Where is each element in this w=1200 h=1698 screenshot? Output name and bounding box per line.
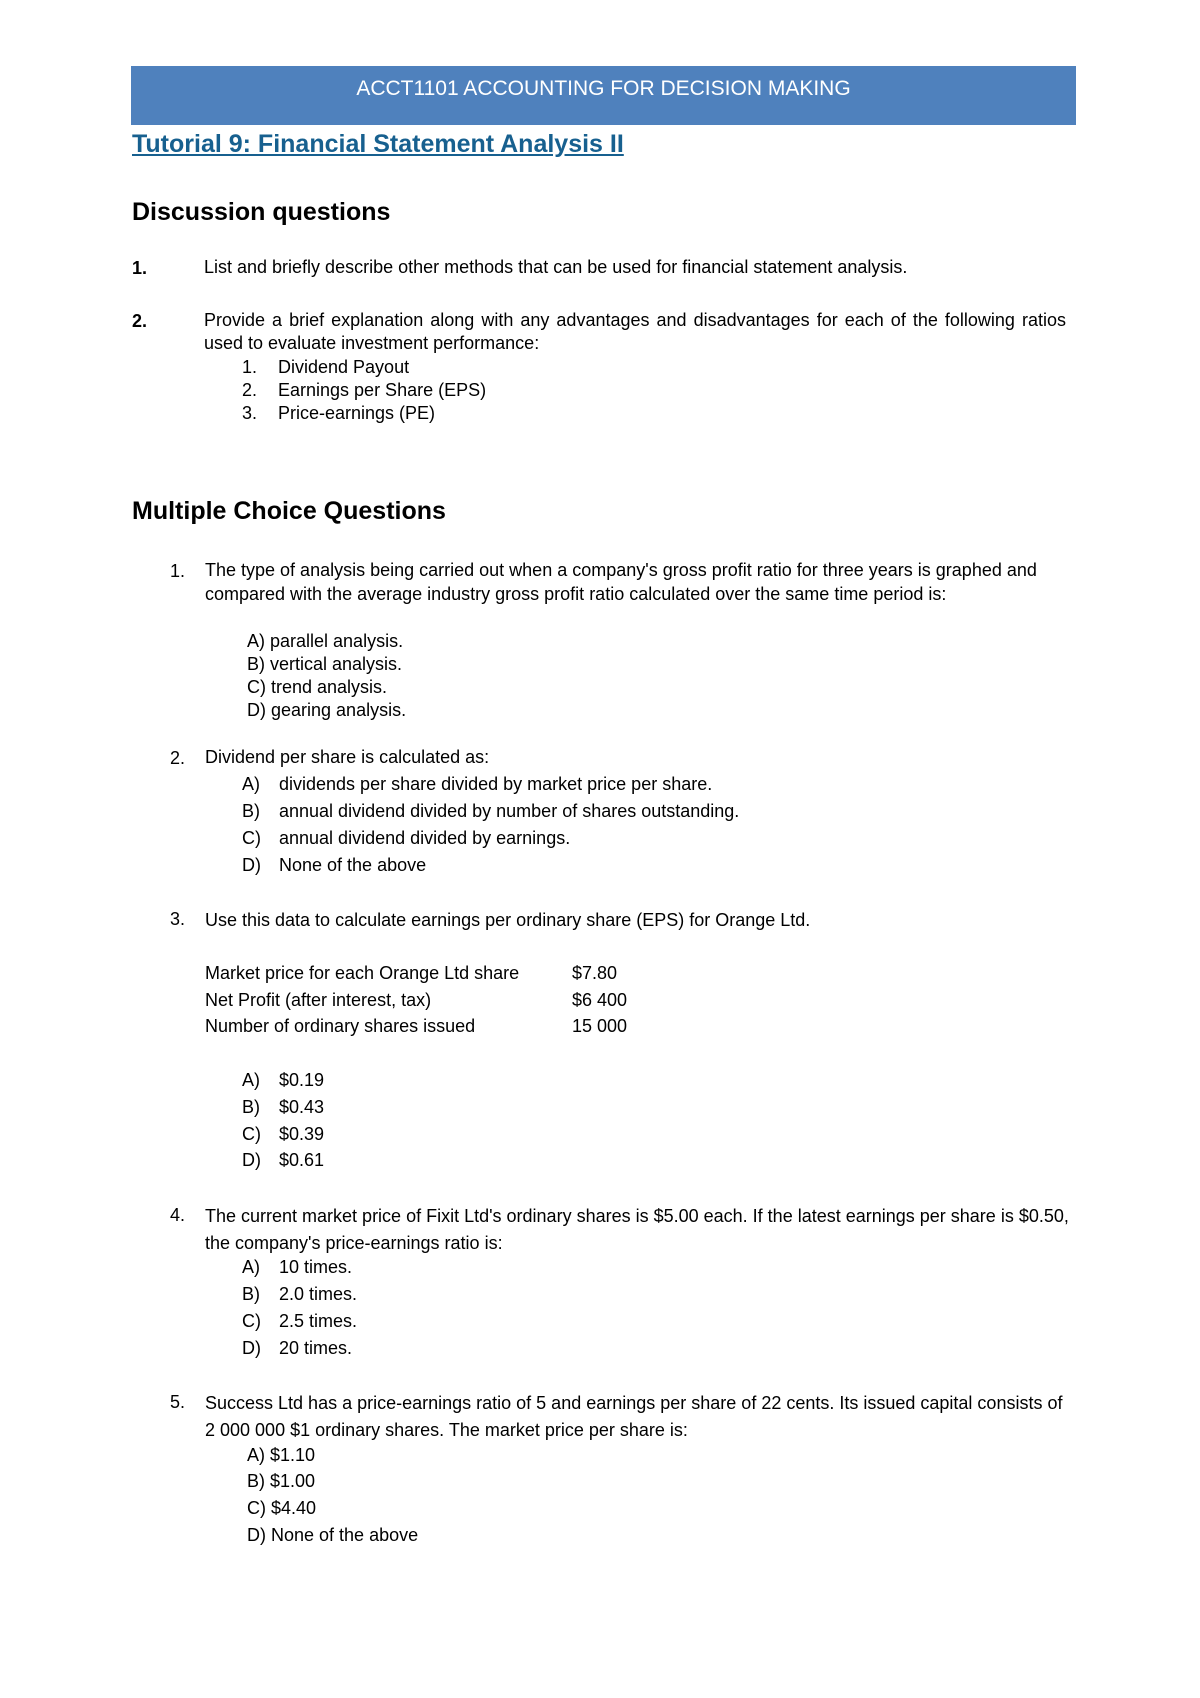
course-banner: ACCT1101 ACCOUNTING FOR DECISION MAKING	[131, 66, 1076, 125]
mcq-q2-option-a: A) dividends per share divided by market price per share.	[242, 774, 713, 794]
mcq-q1-option-b: B) vertical analysis.	[247, 654, 403, 674]
mcq-q5-option-b: B) $1.00	[247, 1471, 316, 1491]
discussion-q2-text: Provide a brief explanation along with any advantages and disadvantages for each of the following ratios used to evaluate investment performance:	[204, 310, 1066, 353]
mcq-q3-option-c: C) $0.39	[242, 1124, 325, 1144]
mcq-q5-option-a: A) $1.10	[247, 1445, 316, 1465]
mcq-q4-option-b: B) 2.0 times.	[242, 1284, 358, 1304]
mcq-q5-text: Success Ltd has a price-earnings ratio of 5 and earnings per share of 22 cents. Its issued capital consists of 2 000 000 $1 ordinary shares. The market price per share is:	[205, 1393, 1063, 1440]
mcq-q3-option-b: B) $0.43	[242, 1097, 325, 1117]
mcq-q5-option-c: C) $4.40	[247, 1498, 317, 1518]
mcq-q4-option-d: D) 20 times.	[242, 1338, 353, 1358]
mcq-q4-option-a: A) 10 times.	[242, 1257, 353, 1277]
mcq-q1-option-c: C) trend analysis.	[247, 677, 388, 697]
ratio-item-number: 3.	[242, 403, 258, 423]
mcq-q3-text: Use this data to calculate earnings per ordinary share (EPS) for Orange Ltd.	[205, 910, 811, 930]
mcq-q1-text: The type of analysis being carried out when a company's gross profit ratio for three years is graphed and compared with the average industry gross profit ratio calculated over the same time period is:	[205, 560, 1037, 604]
mcq-q2-text: Dividend per share is calculated as:	[205, 747, 490, 767]
eps-data-row: Number of ordinary shares issued 15 000	[205, 1016, 628, 1036]
mcq-q2-option-b: B) annual dividend divided by number of shares outstanding.	[242, 801, 740, 821]
ratio-item-text: Earnings per Share (EPS)	[278, 380, 487, 400]
ratio-item-number: 1.	[242, 357, 258, 377]
mcq-q4-text: The current market price of Fixit Ltd's ordinary shares is $5.00 each. If the latest earnings per share is $0.50, the company's price-earnings ratio is:	[205, 1206, 1069, 1253]
mcq-q1-option-d: D) gearing analysis.	[247, 700, 407, 720]
mcq-q1-number: 1.	[170, 561, 186, 581]
discussion-q1-text: List and briefly describe other methods that can be used for financial statement analysis.	[204, 257, 908, 277]
eps-data-row: Market price for each Orange Ltd share $7.80	[205, 963, 618, 983]
mcq-q3-option-a: A) $0.19	[242, 1070, 325, 1090]
mcq-q4-number: 4.	[170, 1205, 186, 1225]
mcq-heading: Multiple Choice Questions	[132, 497, 446, 525]
tutorial-title: Tutorial 9: Financial Statement Analysis II	[132, 130, 624, 158]
mcq-q2-option-d: D) None of the above	[242, 855, 427, 875]
eps-data-row: Net Profit (after interest, tax) $6 400	[205, 990, 628, 1010]
mcq-q2-number: 2.	[170, 748, 186, 768]
mcq-q4-option-c: C) 2.5 times.	[242, 1311, 358, 1331]
mcq-q5-number: 5.	[170, 1392, 186, 1412]
discussion-q1-number: 1.	[132, 258, 148, 278]
ratio-item-text: Dividend Payout	[278, 357, 410, 377]
mcq-q3-number: 3.	[170, 909, 186, 929]
mcq-q3-option-d: D) $0.61	[242, 1150, 325, 1170]
ratio-item-text: Price-earnings (PE)	[278, 403, 436, 423]
discussion-heading: Discussion questions	[132, 198, 391, 226]
mcq-q5-option-d: D) None of the above	[247, 1525, 419, 1545]
mcq-q2-option-c: C) annual dividend divided by earnings.	[242, 828, 571, 848]
mcq-q1-option-a: A) parallel analysis.	[247, 631, 404, 651]
discussion-q2-number: 2.	[132, 311, 148, 331]
ratio-item-number: 2.	[242, 380, 258, 400]
